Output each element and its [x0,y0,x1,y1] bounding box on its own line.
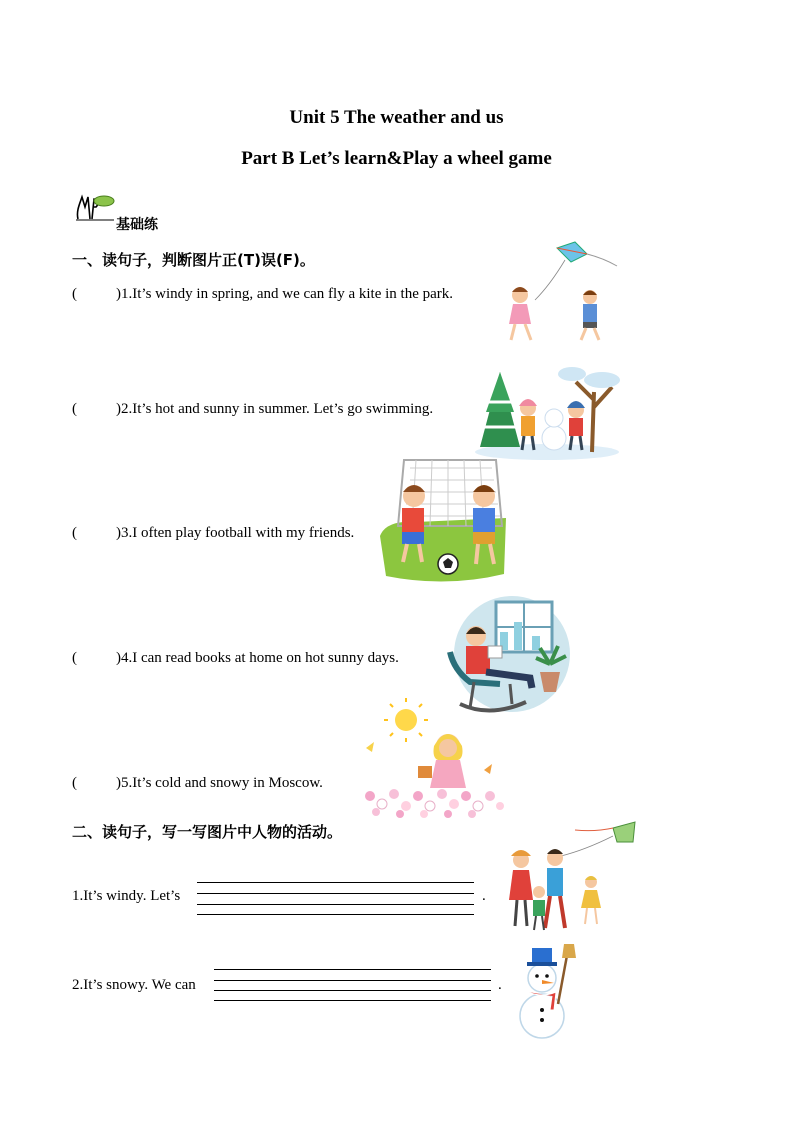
question-4-text: )4.I can read books at home on hot sunny days. [116,650,399,666]
fill-question-2-text: 2.It’s snowy. We can [72,977,196,993]
writing-line[interactable] [197,893,474,894]
question-1 [72,286,453,303]
answer-blank-4[interactable]: ( [72,650,77,666]
question-2 [72,401,433,418]
writing-line[interactable] [214,980,491,981]
answer-blank-3[interactable]: ( [72,525,77,541]
boys-playing-football-illustration [376,458,508,588]
question-4 [72,650,399,667]
question-2-text: )2.It’s hot and sunny in summer. Let’s go swimming. [116,401,434,417]
answer-blank-5[interactable]: ( [72,775,77,791]
writing-line[interactable] [214,990,491,991]
section1-heading: 一、读句子，判断图片正(T)误(F)。 [72,251,315,269]
page-title: Unit 5 The weather and us [289,107,504,128]
answer-blank-1[interactable]: ( [72,286,77,302]
writing-line[interactable] [214,1000,491,1001]
fill-question-1-text: 1.It’s windy. Let’s [72,888,181,904]
question-3-text: )3.I often play football with my friends. [116,525,355,541]
question-5 [72,775,323,792]
writing-line[interactable] [214,969,491,970]
basic-practice-label: 基础练 [116,217,158,233]
page-subtitle: Part B Let’s learn&Play a wheel game [241,148,552,169]
question-5-text: )5.It’s cold and snowy in Moscow. [116,775,323,791]
girl-in-flowers-sunny-illustration [356,698,506,820]
kids-flying-kite-illustration [495,240,625,350]
section2-heading: 二、读句子，写一写图片中人物的活动。 [72,823,343,841]
writing-line[interactable] [197,914,474,915]
writing-line[interactable] [197,882,474,883]
writing-line[interactable] [197,904,474,905]
answer-blank-2[interactable]: ( [72,401,77,417]
basic-practice-icon [74,193,116,223]
question-3 [72,525,354,542]
question-1-text: )1.It’s windy in spring, and we can fly a kite in the park. [116,286,454,302]
fill-question-1-period: . [482,888,486,904]
snowman-illustration [510,940,588,1040]
family-flying-kite-illustration [505,820,641,936]
kids-building-snowman-illustration [472,352,622,462]
fill-question-2-period: . [498,977,502,993]
